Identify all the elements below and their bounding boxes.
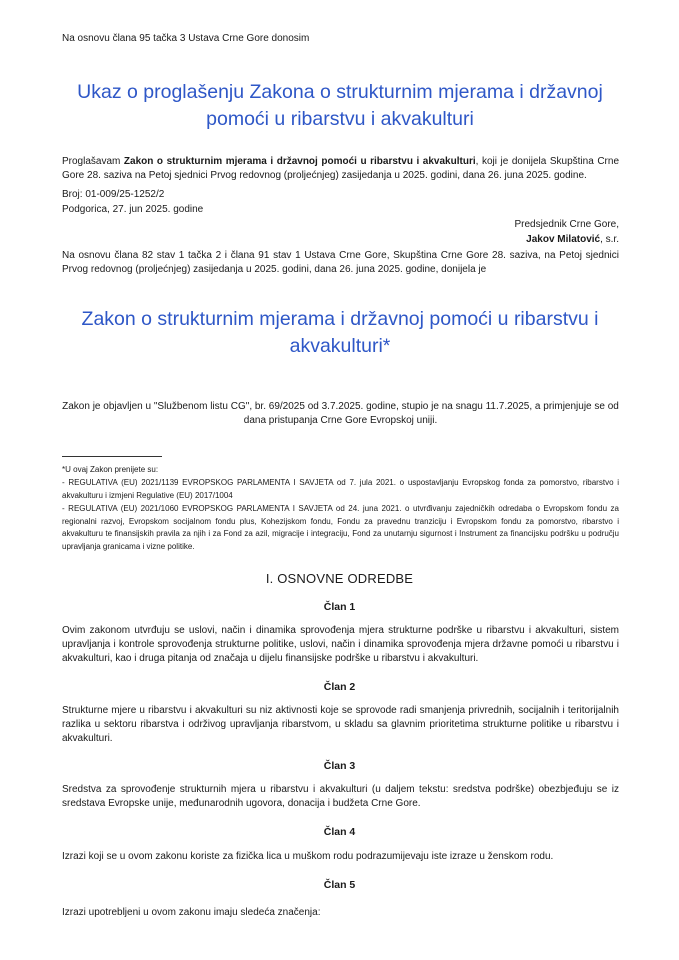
proclamation-law-name: Zakon o strukturnim mjerama i državnoj pomoći u ribarstvu i akvakulturi (123, 156, 476, 167)
section-title: I. OSNOVNE ODREDBE (265, 571, 414, 586)
article-2-heading: Član 2 (323, 681, 356, 693)
footnote-intro: *U ovaj Zakon prenijete su: (62, 465, 159, 474)
signature-block (380, 233, 619, 247)
article-4-text: Izrazi koji se u ovom zakonu koriste za fizička lica u muškom rodu podrazumijevaju iste izraze u ženskom rodu. (62, 851, 554, 862)
article-5-text: Izrazi upotrebljeni u ovom zakonu imaju sledeća značenja: (62, 907, 321, 918)
signature-role: Predsjednik Crne Gore, (514, 219, 619, 230)
publication-note: Zakon je objavljen u "Službenom listu CG", br. 69/2025 od 3.7.2025. godine, stupio je na snagu 11.7.2025, a primjenjuje se od dana pristupanja Crne Gore Evropskoj uniji. (62, 401, 619, 426)
proclamation-paragraph (62, 155, 619, 183)
article-1-heading: Član 1 (323, 601, 356, 613)
proclamation-suffix: , koji je donijela Skupština Crne Gore 28. saziva na Petoj sjednici Prvog redovnog (proljećnjeg) zasijedanja u 2025. godini, dana 26. juna 2025. godine. (62, 156, 620, 181)
article-1-text: Ovim zakonom utvrđuju se uslovi, način i dinamika sprovođenja mjera strukturne podrške u ribarstvu i akvakulturi, sistem upravljanja i kontrole sprovođenja strukturne politike, uslovi, način i dinamika sprovođenja mjera državne pomoći u ribarstvu i akvakulturi, kao i druga pitanja od značaja u dijelu finansijske podrške u ribarstvu i akvakulturi. (62, 625, 619, 664)
article-3-heading: Član 3 (323, 760, 356, 772)
article-5-heading: Član 5 (323, 879, 356, 891)
place-date-line: Podgorica, 27. jun 2025. godine (62, 204, 204, 215)
footnote-item-1: - REGULATIVA (EU) 2021/1139 EVROPSKOG PARLAMENTA I SAVJETA od 7. jula 2021. o uspostavljanju Evropskog fonda za pomorstvo, ribarstvo i akvakulturu i izmjeni Regulative (EU) 2017/1004 (62, 478, 619, 500)
law-title: Zakon o strukturnim mjerama i državnoj pomoći u ribarstvu i akvakulturi* (81, 308, 599, 357)
article-2-text: Strukturne mjere u ribarstvu i akvakulturi su niz aktivnosti koje se sprovode radi smanjenja privrednih, socijalnih i teritorijalnih razlika u sektoru ribarstva i održivog upravljanja ribarstvom, u skladu sa glavnim prioritetima strukturne politike u ribarstvu i akvakulturi. (62, 705, 619, 744)
article-3-text: Sredstva za sprovođenje strukturnih mjera u ribarstvu i akvakulturi (u daljem tekstu: sredstva podrške) obezbjeđuju se iz sredstava Evropske unije, međunarodnih ugovora, donacija i budžeta Crne Gore. (62, 784, 619, 809)
ukaz-title: Ukaz o proglašenju Zakona o strukturnim mjerama i državnoj pomoći u ribarstvu i akvakulturi (77, 81, 603, 130)
adoption-paragraph: Na osnovu člana 82 stav 1 tačka 2 i člana 91 stav 1 Ustava Crne Gore, Skupština Crne Gore 28. saziva, na Petoj sjednici Prvog redovnog (proljećnjeg) zasijedanja u 2025. godini, dana 26. juna 2025. godine, donijela je (62, 250, 619, 275)
footnote-item-2: - REGULATIVA (EU) 2021/1060 EVROPSKOG PARLAMENTA I SAVJETA od 24. juna 2021. o utvrđivanju zajedničkih odredaba o Evropskom fondu za regionalni razvoj, Evropskom socijalnom fondu plus, Kohezijskom fondu, Fondu za pravednu tranziciju i Evropskom fondu za pomorstvo, ribarstvo i akvakulturu te finansijskih pravila za njih i za Fond za azil, migracije i integraciju, Fond za unutarnju sigurnost i Instrument za financijsku podršku u području upravljanja granicama i vizne politike. (62, 504, 619, 551)
signature-name: Jakov Milatović (526, 234, 601, 245)
proclamation-prefix: Proglašavam (62, 156, 124, 167)
footnote-divider (62, 456, 162, 457)
article-4-heading: Član 4 (323, 826, 356, 838)
header-line: Na osnovu člana 95 tačka 3 Ustava Crne Gore donosim (62, 33, 310, 44)
broj-line: Broj: 01-009/25-1252/2 (62, 189, 165, 200)
signature-suffix: , s.r. (600, 234, 619, 245)
